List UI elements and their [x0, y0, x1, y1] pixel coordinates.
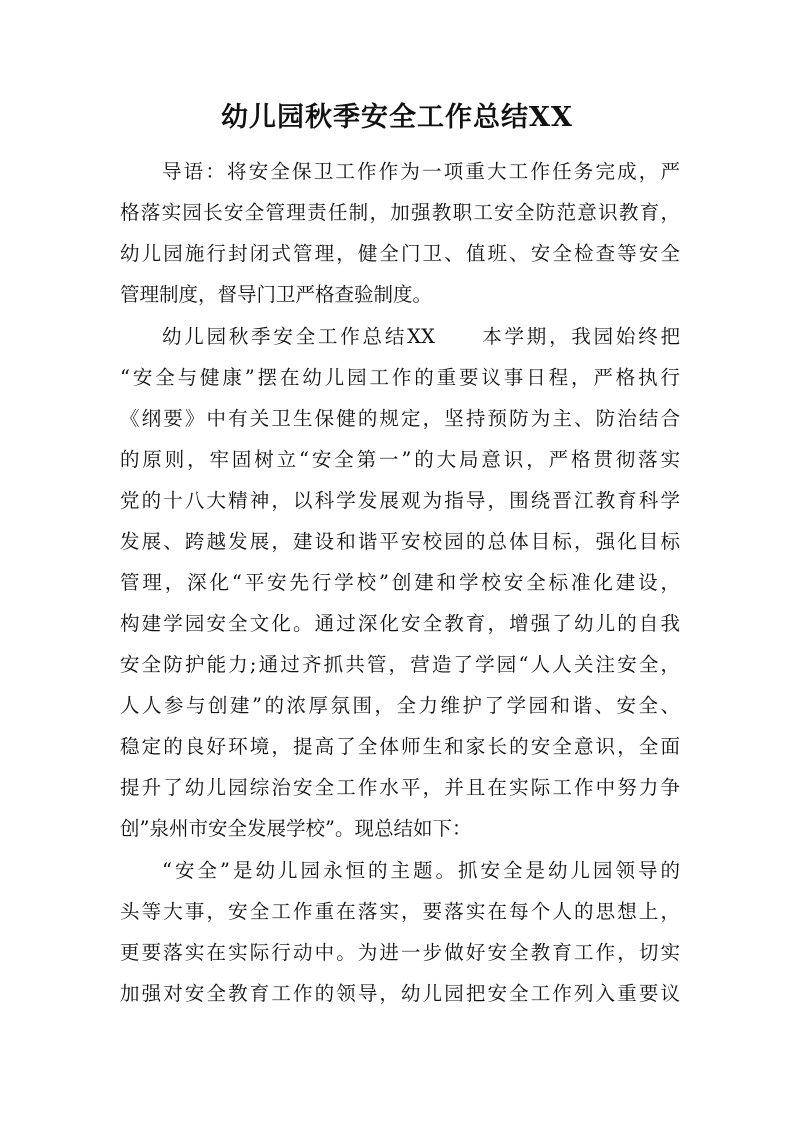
- paragraph-line: 管理制度，督导门卫严格查验制度。: [120, 283, 433, 306]
- paragraph-line: “安全”是幼儿园永恒的主题。抓安全是幼儿园领导的: [162, 859, 680, 882]
- paragraph-line: 构建学园安全文化。通过深化安全教育，增强了幼儿的自我: [120, 612, 680, 635]
- paragraph-line: 导语：将安全保卫工作作为一项重大工作任务完成，严: [162, 160, 680, 183]
- paragraph-line: 《纲要》中有关卫生保健的规定，坚持预防为主、防治结合: [120, 407, 680, 430]
- paragraph-line: 格落实园长安全管理责任制，加强教职工安全防范意识教育，: [120, 201, 680, 224]
- paragraph-line: 幼儿园秋季安全工作总结XX 本学期，我园始终把: [162, 325, 680, 348]
- paragraph-line: 安全防护能力;通过齐抓共管，营造了学园“人人关注安全，: [120, 653, 680, 676]
- paragraph-line: 提升了幼儿园综治安全工作水平，并且在实际工作中努力争: [120, 776, 680, 799]
- paragraph-line: 加强对安全教育工作的领导，幼儿园把安全工作列入重要议: [120, 982, 680, 1005]
- paragraph-line: 管理，深化“平安先行学校”创建和学校安全标准化建设，: [120, 571, 680, 594]
- paragraph-line: 幼儿园施行封闭式管理，健全门卫、值班、安全检查等安全: [120, 242, 680, 265]
- paragraph-line: 更要落实在实际行动中。为进一步做好安全教育工作，切实: [120, 941, 680, 964]
- paragraph-line: 稳定的良好环境，提高了全体师生和家长的安全意识，全面: [120, 735, 680, 758]
- paragraph-line: 人人参与创建”的浓厚氛围，全力维护了学园和谐、安全、: [120, 694, 680, 717]
- paragraph-line: 发展、跨越发展，建设和谐平安校园的总体目标，强化目标: [120, 530, 680, 553]
- paragraph-line: 的原则，牢固树立“安全第一”的大局意识，严格贯彻落实: [120, 448, 680, 471]
- paragraph-line: “安全与健康”摆在幼儿园工作的重要议事日程，严格执行: [120, 366, 680, 389]
- paragraph-line: 头等大事，安全工作重在落实，要落实在每个人的思想上，: [120, 900, 680, 923]
- document-title: 幼儿园秋季安全工作总结XX: [221, 102, 573, 133]
- paragraph-line: 创”泉州市安全发展学校”。现总结如下：: [120, 817, 472, 840]
- paragraph-line: 党的十八大精神，以科学发展观为指导，围绕晋江教育科学: [120, 489, 680, 512]
